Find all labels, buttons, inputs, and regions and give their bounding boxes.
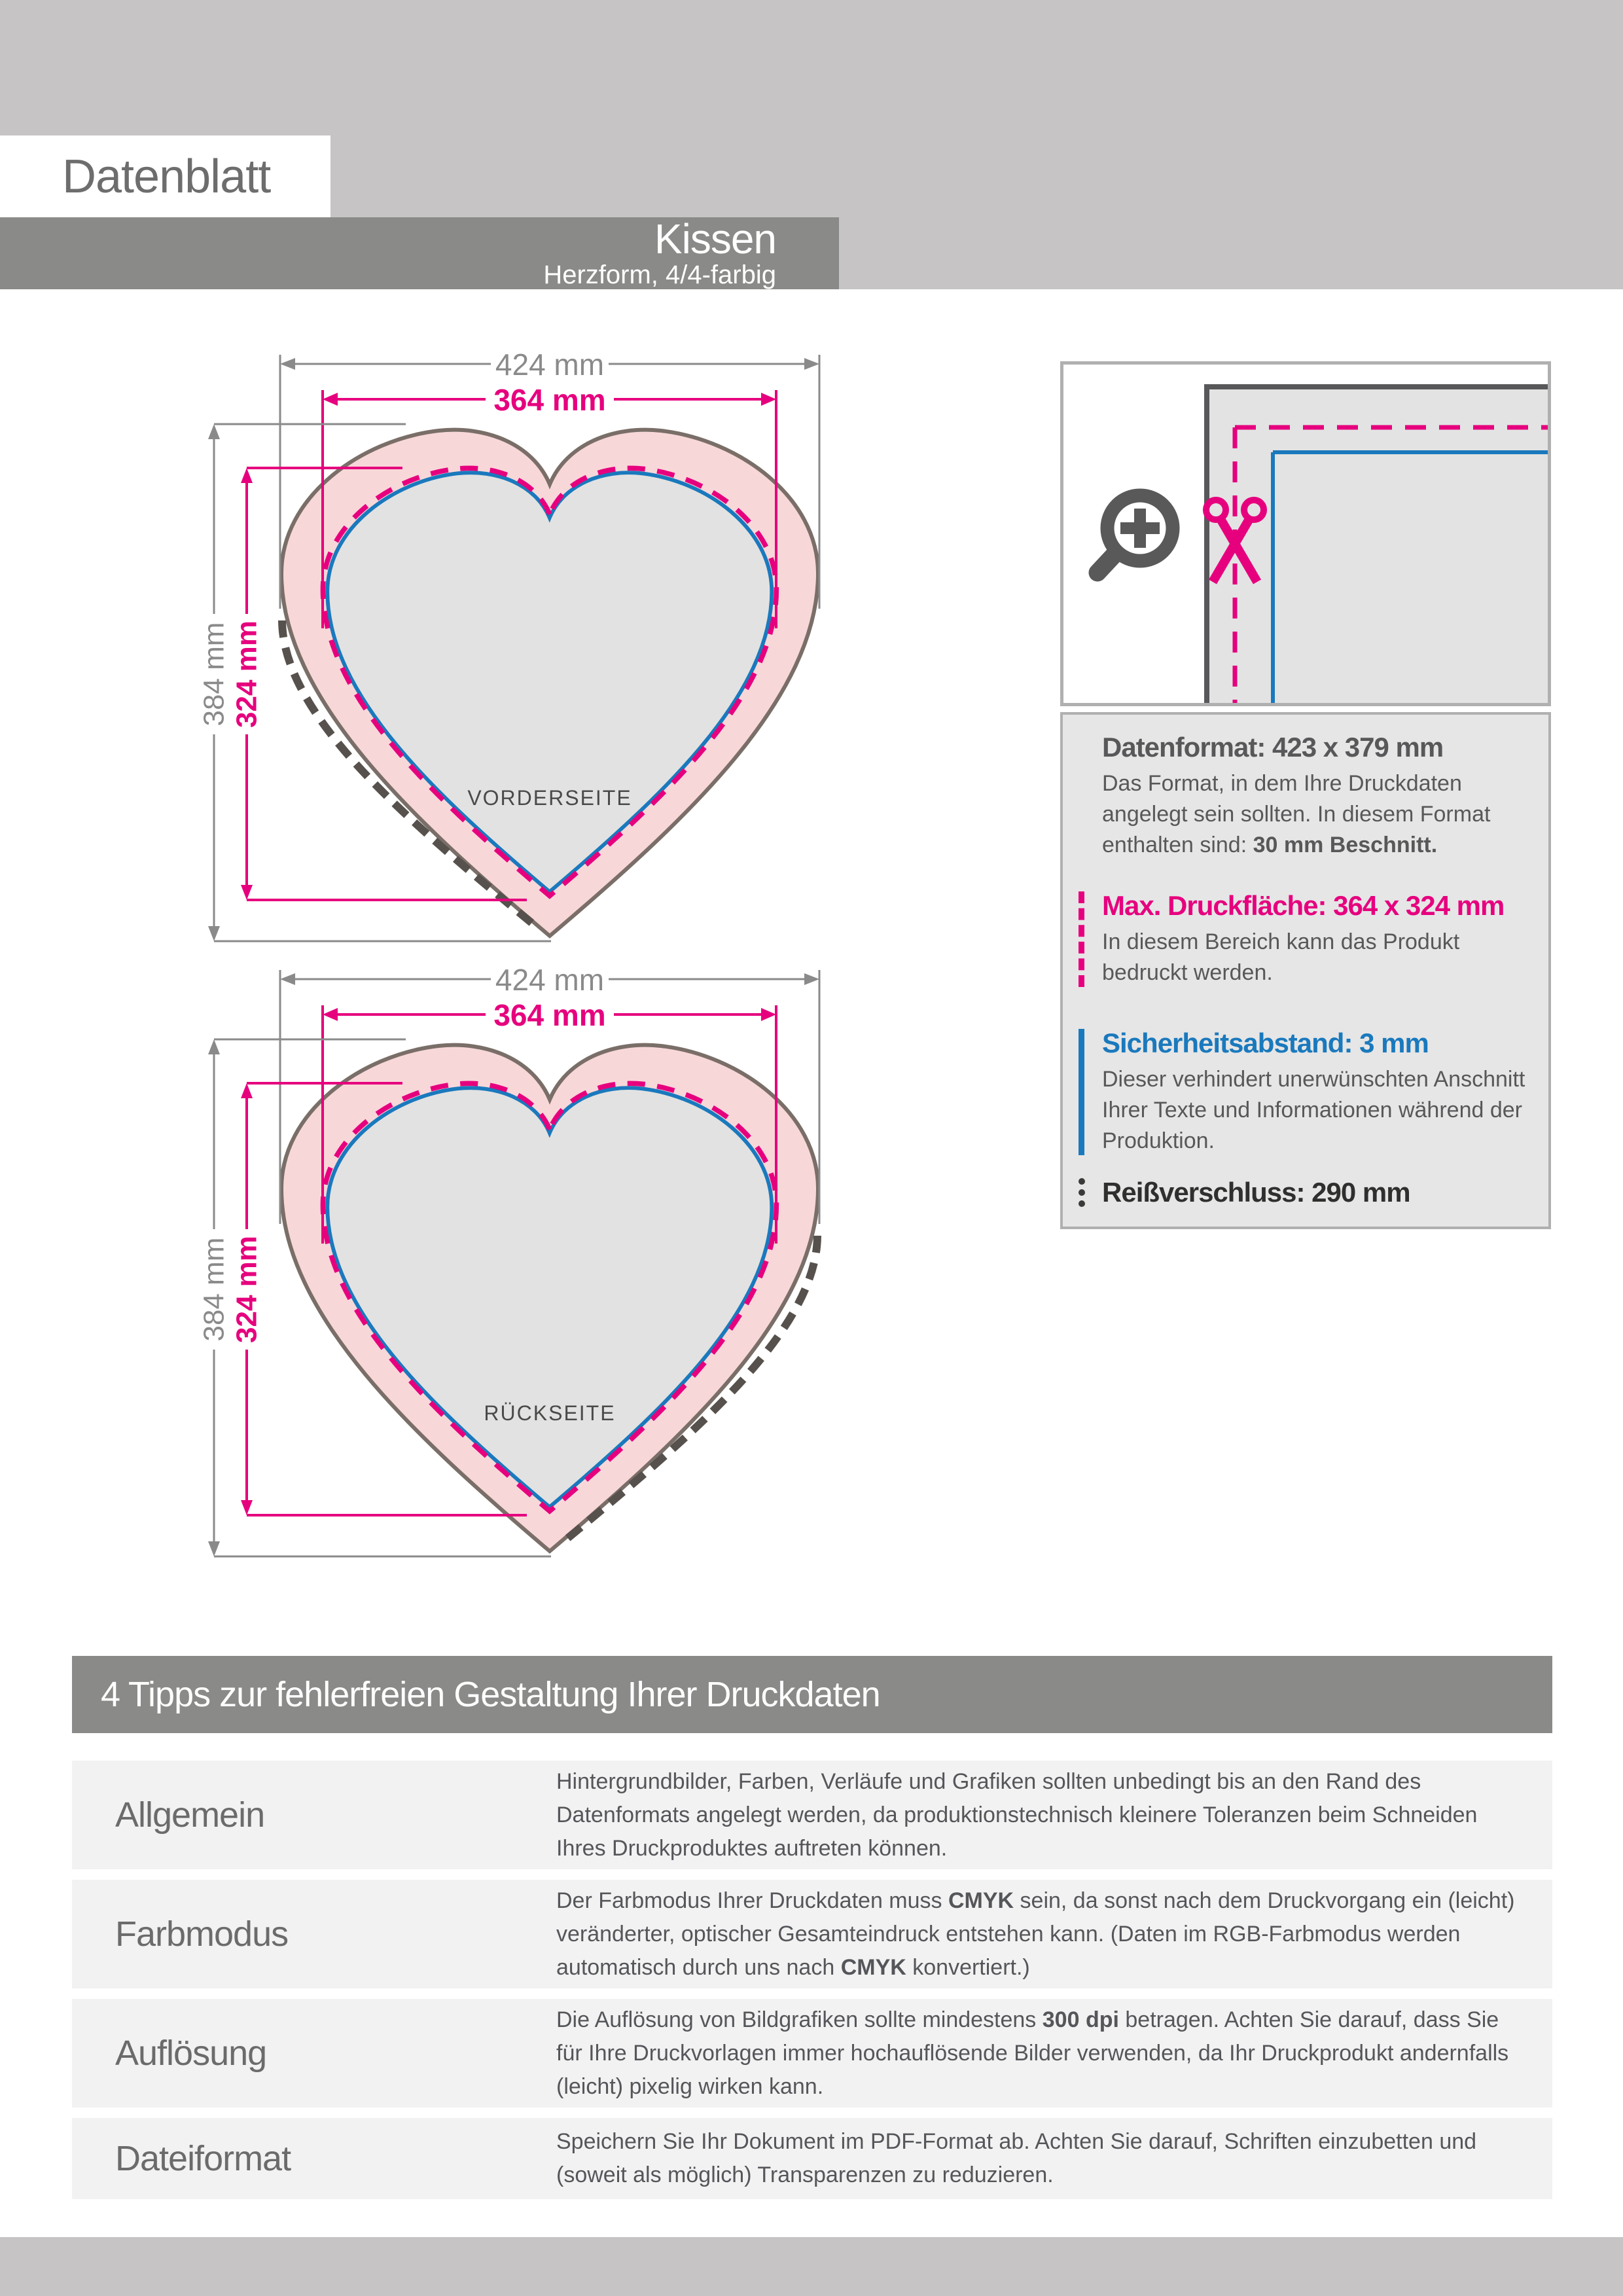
legend-body: In diesem Bereich kann das Produkt bedruckt werden. [1102, 929, 1460, 986]
solid-blue-line-icon [1079, 1029, 1084, 1155]
diagram-back [98, 962, 870, 1597]
arrow-down-icon [241, 885, 253, 900]
legend-heading: Max. Druckfläche: 364 x 324 mm [1102, 890, 1505, 921]
zoom-detail-illustration [1063, 365, 1548, 703]
arrow-left-icon [280, 973, 295, 985]
sheet-label: Datenblatt [62, 150, 271, 203]
tip-text: Die Auflösung von Bildgrafiken sollte mindestens 300 dpi betragen. Achten Sie darauf, dass Sie für Ihre Druckvorlagen immer hochauflösende Bilder verwenden, da Ihr Druckprodukt andernfalls (leicht) pixelig wirken kann. [556, 2007, 1509, 2099]
legend-sicherheitsabstand [1079, 1028, 1531, 1157]
heart-safety-area [327, 473, 772, 891]
product-title-bar [0, 217, 839, 289]
legend-body: Das Format, in dem Ihre Druckdaten angelegt sein sollten. In diesem Format enthalten sind: 30 mm Beschnitt. [1102, 771, 1491, 858]
heart-safety-area [327, 1088, 772, 1507]
magnifier-plus-icon [1097, 495, 1173, 573]
tip-row-farbmodus [72, 1880, 1552, 1988]
arrow-right-icon [804, 973, 819, 985]
side-label: RÜCKSEITE [484, 1401, 616, 1425]
arrow-left-icon [323, 1008, 338, 1021]
legend-heading: Sicherheitsabstand: 3 mm [1102, 1028, 1429, 1058]
legend-heading: Datenformat: 423 x 379 mm [1102, 732, 1444, 762]
sheet-label-box [0, 135, 330, 217]
arrow-right-icon [761, 1008, 776, 1021]
side-label: VORDERSEITE [467, 786, 632, 810]
outer-width-label: 424 mm [495, 963, 605, 997]
dotted-black-line-icon [1079, 1178, 1085, 1207]
arrow-up-icon [208, 424, 220, 439]
heart-front [281, 430, 818, 936]
tips-title: 4 Tipps zur fehlerfreien Gestaltung Ihrer Druckdaten [101, 1675, 880, 1714]
arrow-up-icon [241, 1083, 253, 1098]
legend-druckflaeche [1079, 890, 1531, 988]
footer-band [0, 2237, 1623, 2296]
outer-height-label: 384 mm [198, 1237, 230, 1342]
tip-row-dateiformat [72, 2118, 1552, 2199]
legend-panel [1060, 712, 1551, 1229]
product-title: Kissen [654, 215, 776, 263]
print-height-label: 324 mm [230, 1236, 263, 1343]
tip-row-aufloesung [72, 1999, 1552, 2108]
tips-header-bar [72, 1656, 1552, 1733]
tip-text: Der Farbmodus Ihrer Druckdaten muss CMYK sein, da sonst nach dem Druckvorgang ein (leicht) veränderter, optischer Gesamteindruck entstehen kann. (Daten im RGB-Farbmodus werden automatisch durch uns nach CMYK konvertiert.) [556, 1888, 1515, 1980]
tip-label: Auflösung [115, 2034, 267, 2073]
legend-reissverschluss [1079, 1177, 1531, 1208]
arrow-down-icon [241, 1500, 253, 1515]
legend-datenformat [1079, 732, 1531, 861]
arrow-left-icon [323, 393, 338, 406]
legend-body: Dieser verhindert unerwünschten Anschnitt Ihrer Texte und Informationen während der Produktion. [1102, 1067, 1525, 1154]
print-width-label: 364 mm [493, 383, 606, 417]
outer-height-label: 384 mm [198, 622, 230, 726]
diagram-front [98, 347, 870, 982]
heart-back [281, 1045, 818, 1551]
print-height-label: 324 mm [230, 620, 263, 728]
arrow-right-icon [761, 393, 776, 406]
tip-text: Speichern Sie Ihr Dokument im PDF-Format ab. Achten Sie darauf, Schriften einzubetten und (soweit als möglich) Transparenzen zu reduzieren. [556, 2129, 1477, 2187]
zoom-detail-panel [1060, 361, 1551, 706]
arrow-down-icon [208, 1541, 220, 1556]
bleed-area [1204, 384, 1548, 703]
dashed-magenta-line-icon [1079, 891, 1084, 987]
arrow-right-icon [804, 358, 819, 370]
product-subtitle: Herzform, 4/4-farbig [543, 260, 776, 289]
tip-label: Dateiformat [115, 2139, 291, 2178]
print-width-label: 364 mm [493, 998, 606, 1032]
legend-heading: Reißverschluss: 290 mm [1102, 1177, 1410, 1208]
outer-width-label: 424 mm [495, 348, 605, 382]
tip-row-allgemein [72, 1761, 1552, 1869]
arrow-up-icon [208, 1039, 220, 1054]
tip-label: Allgemein [115, 1795, 265, 1835]
arrow-down-icon [208, 926, 220, 941]
tip-text: Hintergrundbilder, Farben, Verläufe und Grafiken sollten unbedingt bis an den Rand des Datenformats angelegt werden, da produktionstechnisch kleinere Toleranzen beim Schneiden Ihres Druckproduktes auftreten können. [556, 1768, 1478, 1861]
arrow-left-icon [280, 358, 295, 370]
arrow-up-icon [241, 468, 253, 483]
tip-label: Farbmodus [115, 1914, 289, 1954]
